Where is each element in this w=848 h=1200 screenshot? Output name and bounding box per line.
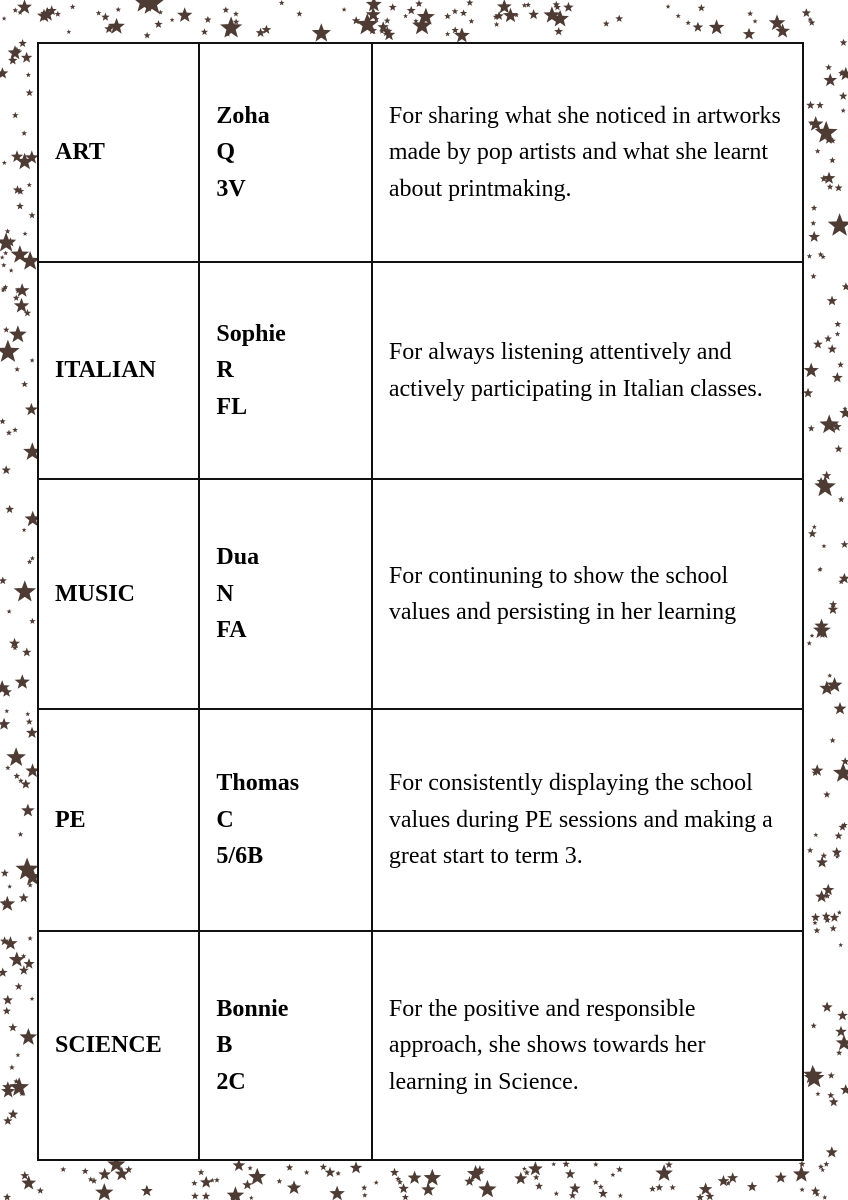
star-icon — [7, 884, 12, 889]
star-icon — [822, 884, 834, 895]
star-icon — [415, 0, 423, 7]
star-icon — [220, 16, 242, 37]
star-icon — [407, 6, 416, 15]
star-icon — [60, 1166, 66, 1172]
star-icon — [14, 580, 36, 601]
star-icon — [822, 544, 827, 549]
star-icon — [807, 641, 812, 646]
student-first-name: Dua — [216, 544, 260, 571]
star-icon — [26, 718, 33, 725]
star-icon — [824, 335, 832, 342]
student-first-name: Sophie — [216, 320, 286, 347]
star-icon — [563, 2, 574, 12]
star-icon — [82, 1168, 89, 1175]
star-icon — [22, 528, 27, 533]
student-class: 3V — [216, 175, 246, 202]
award-row-science — [38, 931, 803, 1160]
star-icon — [841, 108, 846, 113]
star-icon — [23, 231, 28, 236]
star-icon — [198, 1169, 205, 1175]
star-icon — [827, 673, 832, 678]
star-icon — [5, 228, 11, 233]
star-icon — [838, 496, 845, 502]
student-cell — [199, 262, 371, 479]
student-initial: R — [216, 357, 234, 384]
star-icon — [837, 910, 842, 915]
star-icon — [813, 339, 823, 348]
star-icon — [6, 430, 12, 436]
star-icon — [816, 101, 824, 108]
star-icon — [202, 1192, 210, 1200]
star-icon — [277, 1178, 283, 1184]
star-icon — [828, 213, 848, 236]
student-initial: B — [216, 1032, 233, 1059]
star-icon — [95, 1183, 113, 1200]
student-cell — [199, 479, 371, 709]
star-icon — [25, 711, 30, 716]
star-icon — [3, 251, 8, 256]
star-icon — [21, 52, 32, 63]
subject-cell: SCIENCE — [38, 931, 199, 1160]
subject-cell: PE — [38, 709, 199, 931]
star-icon — [810, 273, 816, 279]
star-icon — [670, 1184, 676, 1190]
star-icon — [0, 968, 8, 977]
star-icon — [811, 205, 817, 211]
star-icon — [822, 1195, 827, 1200]
star-icon — [835, 832, 843, 840]
star-icon — [170, 17, 175, 22]
star-icon — [66, 29, 71, 34]
star-icon — [838, 943, 843, 948]
star-icon — [616, 1166, 623, 1173]
star-icon — [361, 1185, 367, 1191]
star-icon — [528, 9, 539, 19]
star-icon — [569, 1183, 580, 1194]
star-icon — [18, 39, 27, 47]
student-first-name: Bonnie — [216, 995, 289, 1022]
star-icon — [249, 1195, 254, 1200]
award-row-music — [38, 479, 803, 709]
star-icon — [445, 31, 450, 36]
star-icon — [822, 1002, 833, 1013]
star-icon — [810, 633, 815, 638]
star-icon — [820, 1168, 825, 1173]
star-icon — [833, 763, 848, 782]
star-icon — [21, 804, 35, 817]
star-icon — [655, 1184, 663, 1191]
star-icon — [834, 702, 847, 714]
star-icon — [615, 15, 623, 22]
star-icon — [96, 10, 102, 15]
star-icon — [533, 1174, 539, 1180]
star-icon — [565, 1169, 575, 1179]
star-icon — [191, 1192, 199, 1199]
star-icon — [0, 340, 20, 362]
star-icon — [528, 1161, 543, 1175]
star-icon — [478, 1180, 496, 1198]
star-icon — [70, 4, 76, 9]
star-icon — [227, 1186, 245, 1200]
star-icon — [811, 1023, 817, 1029]
star-icon — [16, 202, 24, 209]
star-icon — [827, 296, 838, 306]
student-first-name: Zoha — [216, 102, 270, 129]
star-icon — [610, 1172, 615, 1177]
star-icon — [618, 1193, 623, 1198]
star-icon — [835, 331, 841, 336]
star-icon — [16, 1053, 21, 1058]
star-icon — [0, 255, 5, 260]
star-icon — [9, 268, 14, 273]
star-icon — [384, 17, 391, 23]
star-icon — [807, 253, 813, 258]
star-icon — [177, 7, 192, 22]
award-row-italian — [38, 262, 803, 479]
star-icon — [466, 0, 473, 6]
star-icon — [709, 19, 725, 34]
star-icon — [460, 9, 467, 16]
star-icon — [696, 1193, 704, 1200]
subject-cell: MUSIC — [38, 479, 199, 709]
star-icon — [248, 1166, 253, 1171]
star-icon — [374, 1180, 379, 1185]
star-icon — [811, 764, 823, 776]
star-icon — [9, 325, 27, 342]
star-icon — [9, 952, 25, 967]
star-icon — [593, 1179, 599, 1185]
star-icon — [524, 1169, 530, 1175]
student-initial: N — [216, 580, 234, 607]
star-icon — [3, 1007, 11, 1015]
star-icon — [832, 372, 843, 382]
star-icon — [823, 1161, 829, 1167]
star-icon — [3, 326, 10, 332]
star-icon — [554, 1191, 559, 1196]
star-icon — [312, 23, 331, 41]
star-icon — [830, 912, 840, 921]
star-icon — [158, 10, 163, 15]
star-icon — [27, 182, 32, 187]
student-class: FA — [216, 617, 247, 644]
star-icon — [55, 11, 61, 17]
star-icon — [342, 7, 347, 12]
star-icon — [494, 22, 500, 27]
reason-text: For consistently displaying the school values during PE sessions and making a great start to term 3. — [388, 770, 773, 870]
star-icon — [8, 45, 23, 59]
star-icon — [14, 367, 20, 372]
star-icon — [5, 505, 14, 513]
star-icon — [214, 1177, 220, 1183]
star-icon — [29, 212, 36, 219]
reason-cell — [372, 479, 803, 709]
star-icon — [22, 648, 31, 657]
star-icon — [835, 445, 843, 453]
star-icon — [325, 1167, 336, 1177]
star-icon — [830, 737, 836, 743]
star-icon — [823, 172, 836, 184]
star-icon — [30, 358, 35, 363]
star-icon — [514, 1172, 527, 1184]
reason-text: For continuning to show the school values and persisting in her learning — [388, 562, 737, 625]
star-icon — [827, 183, 834, 189]
star-icon — [13, 7, 19, 12]
star-icon — [822, 471, 832, 480]
star-icon — [841, 757, 848, 765]
star-icon — [21, 381, 28, 388]
star-icon — [836, 1050, 842, 1056]
star-icon — [837, 1010, 848, 1020]
reason-cell — [372, 43, 803, 262]
star-icon — [808, 231, 820, 242]
star-icon — [810, 220, 816, 226]
star-icon — [747, 1181, 757, 1191]
star-icon — [12, 427, 18, 433]
star-icon — [603, 20, 610, 26]
star-icon — [840, 1084, 848, 1095]
star-icon — [815, 148, 821, 153]
star-icon — [747, 11, 753, 17]
star-icon — [839, 92, 847, 100]
star-icon — [242, 1180, 252, 1190]
star-icon — [233, 11, 239, 17]
star-icon — [522, 3, 527, 8]
star-icon — [807, 847, 813, 853]
star-icon — [823, 73, 837, 86]
star-icon — [829, 157, 836, 163]
star-icon — [7, 609, 12, 614]
star-icon — [15, 674, 30, 689]
student-class: 2C — [216, 1068, 246, 1095]
star-icon — [362, 1193, 367, 1198]
star-icon — [832, 847, 842, 857]
star-icon — [0, 67, 8, 78]
student-class: FL — [216, 393, 248, 420]
star-icon — [2, 465, 11, 474]
star-icon — [5, 765, 10, 770]
star-icon — [804, 363, 819, 378]
star-icon — [4, 709, 9, 714]
star-icon — [686, 20, 691, 25]
star-icon — [743, 28, 755, 40]
star-icon — [18, 832, 24, 837]
star-icon — [389, 3, 397, 11]
star-icon — [1, 869, 9, 877]
reason-text: For always listening attentively and actively participating in Italian classes. — [388, 339, 763, 402]
award-row-pe — [38, 709, 803, 931]
star-icon — [841, 540, 848, 548]
star-icon — [3, 995, 13, 1005]
star-icon — [2, 160, 7, 165]
star-icon — [837, 361, 844, 367]
star-icon — [30, 996, 35, 1001]
star-icon — [204, 16, 211, 23]
star-icon — [452, 26, 459, 33]
star-icon — [693, 22, 704, 32]
star-icon — [248, 1168, 266, 1185]
reason-text: For sharing what she noticed in artworks made by pop artists and what she learnt about printmaking. — [388, 102, 781, 202]
star-icon — [1, 262, 6, 267]
star-icon — [819, 414, 839, 433]
student-cell — [199, 43, 371, 262]
student-cell — [199, 709, 371, 931]
star-icon — [0, 577, 7, 585]
student-cell — [199, 931, 371, 1160]
star-icon — [424, 1169, 442, 1186]
star-icon — [535, 1182, 543, 1190]
star-icon — [452, 8, 459, 14]
star-icon — [793, 1165, 810, 1181]
star-icon — [200, 1176, 213, 1188]
star-icon — [840, 39, 847, 46]
star-icon — [8, 1023, 17, 1031]
student-initial: Q — [216, 139, 236, 166]
star-icon — [813, 832, 818, 837]
star-icon — [444, 13, 451, 20]
star-icon — [666, 4, 671, 9]
star-icon — [598, 1189, 608, 1198]
star-icon — [286, 1164, 293, 1171]
star-icon — [806, 101, 815, 109]
star-icon — [8, 1109, 18, 1119]
star-icon — [698, 4, 706, 11]
star-icon — [469, 18, 475, 23]
star-icon — [15, 283, 30, 297]
star-icon — [551, 1162, 556, 1167]
star-icon — [12, 112, 19, 118]
star-icon — [803, 388, 813, 398]
star-icon — [9, 1064, 15, 1070]
star-icon — [350, 1161, 363, 1173]
star-icon — [403, 14, 408, 19]
star-icon — [37, 1187, 44, 1194]
star-icon — [814, 927, 821, 933]
star-icon — [826, 1146, 838, 1157]
star-icon — [554, 27, 563, 35]
subject-cell: ART — [38, 43, 199, 262]
reason-cell — [372, 931, 803, 1160]
star-icon — [827, 344, 837, 353]
reason-text: For the positive and responsible approach, she shows towards her learning in Science. — [388, 995, 706, 1095]
star-icon — [9, 1077, 29, 1096]
star-icon — [665, 1161, 673, 1168]
star-icon — [808, 529, 817, 537]
star-icon — [753, 19, 758, 24]
star-icon — [799, 1161, 806, 1168]
star-icon — [828, 1072, 835, 1079]
star-icon — [811, 913, 820, 922]
star-icon — [402, 1194, 409, 1200]
student-first-name: Thomas — [216, 770, 300, 797]
star-icon — [827, 1092, 834, 1099]
star-icon — [815, 1091, 820, 1096]
star-icon — [835, 184, 843, 192]
star-icon — [6, 747, 26, 766]
star-icon — [835, 1026, 847, 1037]
student-initial: C — [216, 806, 234, 833]
star-icon — [562, 1160, 569, 1167]
star-icon — [829, 1097, 839, 1106]
star-icon — [398, 1183, 408, 1193]
star-icon — [20, 1028, 38, 1045]
star-icon — [25, 403, 38, 415]
student-class: 5/6B — [216, 843, 264, 870]
star-icon — [676, 13, 681, 18]
star-icon — [816, 856, 828, 867]
star-icon — [2, 16, 7, 21]
star-icon — [320, 1163, 327, 1170]
star-icon — [804, 1068, 825, 1088]
star-icon — [13, 773, 20, 779]
star-icon — [24, 958, 35, 969]
star-icon — [836, 1035, 848, 1051]
star-icon — [30, 556, 35, 561]
reason-cell — [372, 262, 803, 479]
star-icon — [191, 1180, 197, 1186]
star-icon — [98, 1168, 111, 1180]
star-icon — [19, 893, 29, 902]
star-icon — [812, 524, 817, 529]
star-icon — [727, 1172, 738, 1183]
award-row-art — [38, 43, 803, 262]
star-icon — [834, 321, 841, 327]
subject-cell: ITALIAN — [38, 262, 199, 479]
star-icon — [329, 1186, 345, 1200]
star-icon — [279, 0, 285, 5]
star-icon — [799, 1187, 804, 1192]
star-icon — [18, 778, 24, 783]
star-icon — [593, 1162, 599, 1167]
star-icon — [0, 718, 10, 730]
star-icon — [115, 7, 121, 12]
awards-table — [37, 42, 804, 1161]
star-icon — [522, 1166, 527, 1171]
star-icon — [823, 791, 830, 798]
star-icon — [304, 1170, 310, 1175]
star-icon — [408, 1171, 422, 1184]
star-icon — [802, 8, 811, 17]
star-icon — [842, 282, 848, 290]
star-icon — [29, 618, 35, 624]
star-icon — [26, 89, 34, 96]
star-icon — [14, 298, 29, 313]
star-icon — [830, 925, 837, 932]
star-icon — [598, 1184, 604, 1190]
star-icon — [201, 28, 208, 35]
star-icon — [390, 1168, 399, 1177]
reason-cell — [372, 709, 803, 931]
star-icon — [775, 1171, 787, 1182]
star-icon — [649, 1186, 656, 1192]
star-icon — [154, 20, 162, 28]
star-icon — [26, 72, 31, 77]
star-icon — [21, 130, 27, 136]
star-icon — [3, 1193, 11, 1200]
star-icon — [296, 11, 302, 17]
star-icon — [808, 425, 815, 432]
star-icon — [101, 13, 110, 21]
star-icon — [287, 1180, 301, 1194]
star-icon — [222, 7, 229, 13]
star-icon — [15, 983, 23, 991]
star-icon — [144, 32, 151, 39]
star-icon — [825, 64, 832, 70]
star-icon — [141, 1185, 153, 1196]
star-icon — [0, 896, 15, 911]
star-icon — [27, 936, 32, 941]
